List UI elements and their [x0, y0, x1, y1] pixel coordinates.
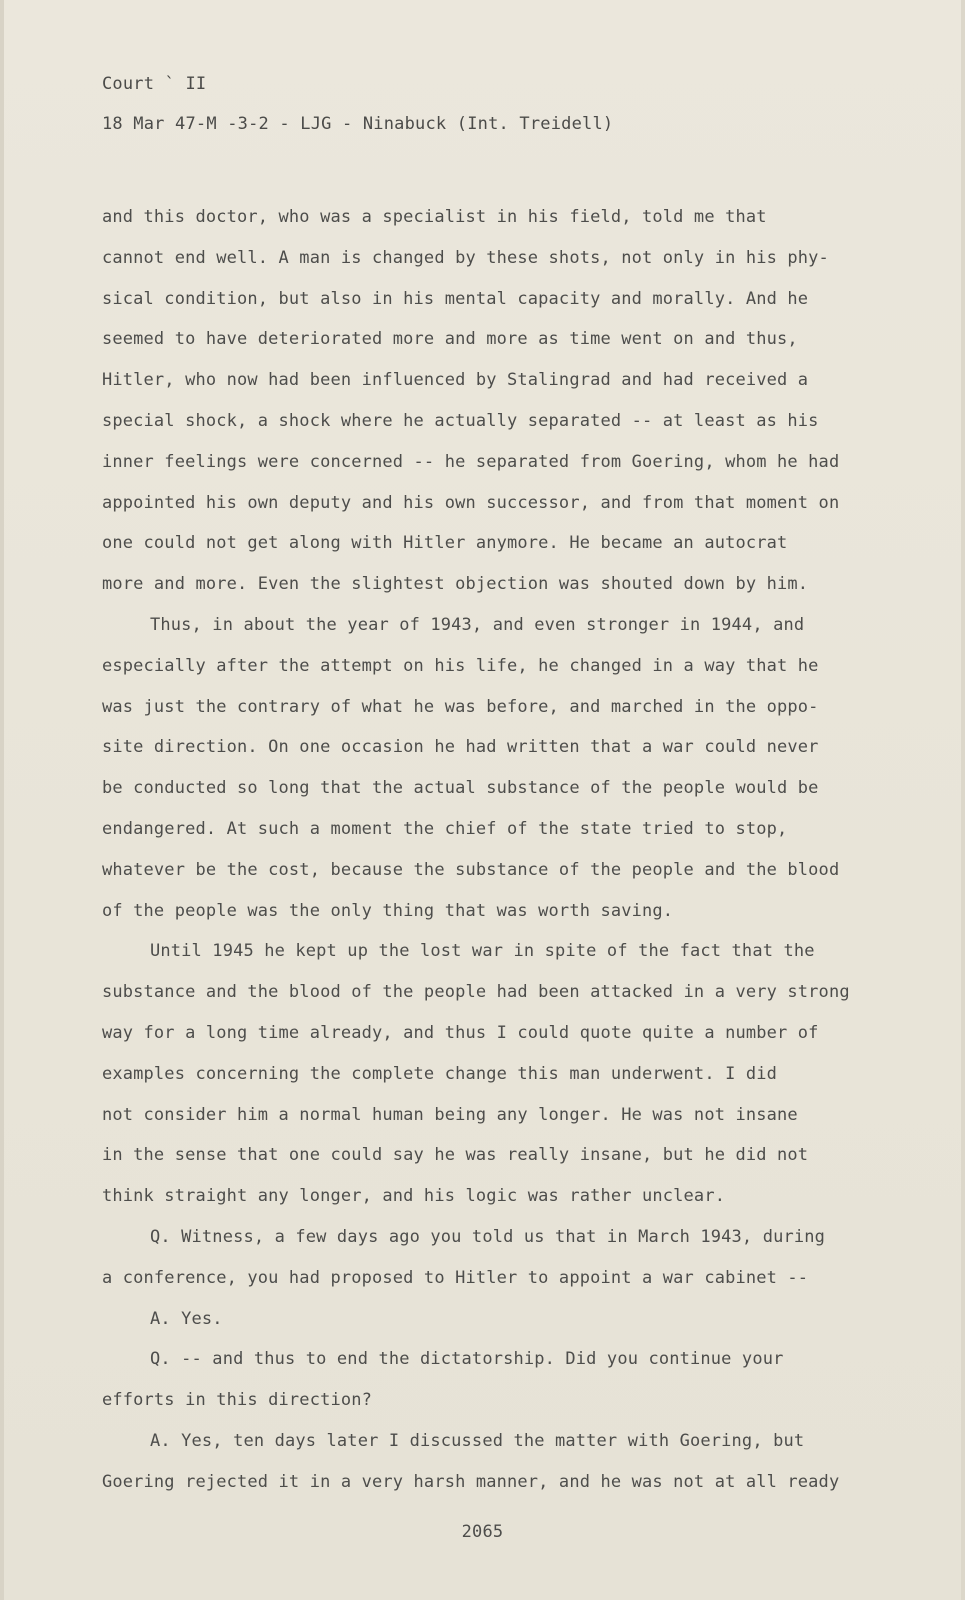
transcript-line: seemed to have deteriorated more and more as time went on and thus, [102, 329, 798, 350]
transcript-line: endangered. At such a moment the chief of the state tried to stop, [102, 818, 788, 839]
transcript-line: more and more. Even the slightest objection was shouted down by him. [102, 574, 809, 595]
page-left-edge [0, 0, 4, 1600]
transcript-line: appointed his own deputy and his own successor, and from that moment on [102, 492, 840, 513]
transcript-line: a conference, you had proposed to Hitler to appoint a war cabinet -- [102, 1267, 809, 1288]
transcript-line: especially after the attempt on his life, he changed in a way that he [102, 655, 819, 676]
page-right-edge [961, 0, 965, 1600]
transcript-line: of the people was the only thing that was worth saving. [102, 900, 674, 921]
transcript-line: efforts in this direction? [102, 1390, 373, 1411]
transcript-line: one could not get along with Hitler anymore. He became an autocrat [102, 533, 788, 554]
transcript-line: was just the contrary of what he was before, and marched in the oppo- [102, 696, 819, 717]
document-reference: 18 Mar 47-M -3-2 - LJG - Ninabuck (Int. Treidell) [102, 114, 614, 134]
transcript-line: Hitler, who now had been influenced by Stalingrad and had received a [102, 370, 809, 391]
transcript-line: think straight any longer, and his logic was rather unclear. [102, 1186, 726, 1207]
transcript-line: and this doctor, who was a specialist in his field, told me that [102, 207, 767, 227]
transcript-line: Q. Witness, a few days ago you told us that in March 1943, during [150, 1226, 826, 1247]
transcript-line: not consider him a normal human being any longer. He was not insane [102, 1104, 798, 1125]
transcript-line: inner feelings were concerned -- he separated from Goering, whom he had [102, 451, 840, 472]
court-heading: Court ` II [102, 74, 207, 94]
transcript-line: special shock, a shock where he actually separated -- at least as his [102, 410, 819, 431]
transcript-line: sical condition, but also in his mental capacity and morally. And he [102, 288, 809, 309]
page-number: 2065 [461, 1522, 504, 1542]
transcript-line: Q. -- and thus to end the dictatorship. Did you continue your [150, 1349, 784, 1370]
transcript-line: Thus, in about the year of 1943, and even stronger in 1944, and [150, 614, 805, 635]
transcript-line: A. Yes, ten days later I discussed the matter with Goering, but [150, 1430, 805, 1451]
transcript-line: whatever be the cost, because the substance of the people and the blood [102, 859, 840, 880]
transcript-line: cannot end well. A man is changed by these shots, not only in his phy- [102, 247, 829, 268]
transcript-line: be conducted so long that the actual substance of the people would be [102, 778, 819, 799]
transcript-line: Until 1945 he kept up the lost war in spite of the fact that the [150, 941, 815, 962]
transcript-line: substance and the blood of the people had been attacked in a very strong [102, 982, 850, 1003]
transcript-line: site direction. On one occasion he had written that a war could never [102, 737, 819, 758]
transcript-line: way for a long time already, and thus I could quote quite a number of [102, 1022, 819, 1043]
transcript-body [102, 197, 850, 1503]
transcript-line: A. Yes. [150, 1308, 223, 1329]
transcript-line: Goering rejected it in a very harsh manner, and he was not at all ready [102, 1471, 840, 1492]
transcript-line: examples concerning the complete change this man underwent. I did [102, 1063, 778, 1084]
transcript-line: in the sense that one could say he was really insane, but he did not [102, 1145, 809, 1166]
